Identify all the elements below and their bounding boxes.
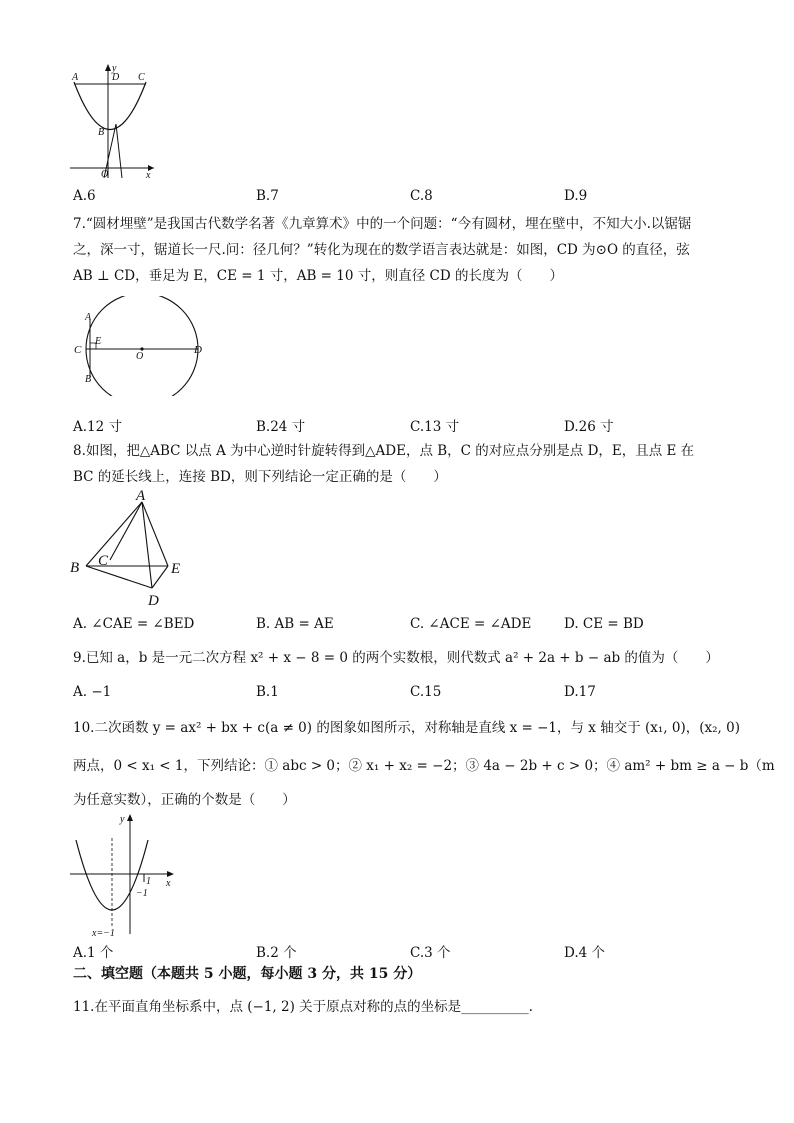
label-b: B bbox=[98, 127, 105, 138]
section-2-title: 二、填空题（本题共 5 小题，每小题 3 分，共 15 分） bbox=[73, 966, 422, 982]
label-y: y bbox=[112, 63, 117, 74]
q7-label-o: O bbox=[136, 351, 144, 362]
q9-option-b: B.1 bbox=[256, 684, 279, 700]
q8-option-d: D. CE = BD bbox=[564, 616, 644, 632]
q10-option-b: B.2 个 bbox=[256, 945, 297, 961]
q10-option-a: A.1 个 bbox=[73, 945, 114, 961]
q7-line-1: 7.“圆材埋壁”是我国古代数学名著《九章算术》中的一个问题：“今有圆材，埋在壁中，不知大小.以锯锯 bbox=[73, 216, 692, 232]
q7-label-e: E bbox=[95, 336, 102, 347]
q7-label-a: A bbox=[85, 312, 92, 323]
q8-label-c: C bbox=[98, 553, 109, 569]
q7-option-b: B.24 寸 bbox=[256, 419, 306, 435]
q8-label-d: D bbox=[148, 593, 159, 609]
q10-line-2: 两点，0 < x₁ < 1，下列结论：① abc > 0；② x₁ + x₂ = −2；③ 4a − 2b + c > 0；④ am² + bm ≥ a − b（m bbox=[73, 758, 775, 774]
q9-option-a: A. −1 bbox=[73, 684, 112, 700]
q9-line: 9.已知 a，b 是一元二次方程 x² + x − 8 = 0 的两个实数根，则代数式 a² + 2a + b − ab 的值为（ ） bbox=[73, 650, 719, 666]
q7-option-a: A.12 寸 bbox=[73, 419, 123, 435]
q8-label-b: B bbox=[70, 560, 80, 576]
q6-option-d: D.9 bbox=[564, 188, 588, 204]
q11-line: 11.在平面直角坐标系中，点 (−1, 2) 关于原点对称的点的坐标是__________. bbox=[73, 999, 533, 1015]
q10-line-3: 为任意实数），正确的个数是（ ） bbox=[73, 792, 296, 808]
q6-option-c: C.8 bbox=[410, 188, 433, 204]
q8-label-e: E bbox=[171, 561, 181, 577]
q6-figure bbox=[70, 62, 160, 180]
label-c: C bbox=[138, 72, 145, 83]
q8-figure bbox=[70, 488, 190, 610]
q7-label-d: D bbox=[194, 344, 202, 356]
q6-option-a: A.6 bbox=[73, 188, 96, 204]
q8-option-a: A. ∠CAE = ∠BED bbox=[73, 616, 195, 632]
q10-label-one: 1 bbox=[146, 876, 151, 887]
label-a: A bbox=[72, 72, 79, 83]
label-o: O bbox=[101, 169, 109, 180]
q6-option-b: B.7 bbox=[256, 188, 279, 204]
rotation-triangle-diagram bbox=[70, 488, 190, 610]
q8-line-1: 8.如图，把△ABC 以点 A 为中心逆时针旋转得到△ADE，点 B，C 的对应点分别是点 D，E，且点 E 在 bbox=[73, 443, 695, 459]
q7-option-c: C.13 寸 bbox=[410, 419, 460, 435]
q7-line-3: AB ⊥ CD，垂足为 E，CE = 1 寸，AB = 10 寸，则直径 CD 的长度为（ ） bbox=[73, 268, 563, 284]
q10-option-d: D.4 个 bbox=[564, 945, 606, 961]
q10-figure bbox=[68, 810, 178, 938]
q10-label-axis: x=−1 bbox=[92, 928, 115, 938]
q8-label-a: A bbox=[136, 488, 146, 504]
q8-line-2: BC 的延长线上，连接 BD，则下列结论一定正确的是（ ） bbox=[73, 469, 447, 485]
q10-option-c: C.3 个 bbox=[410, 945, 451, 961]
q7-label-c: C bbox=[74, 344, 82, 356]
q7-line-2: 之，深一寸，锯道长一尺.问：径几何？”转化为现在的数学语言表达就是：如图，CD 为⊙O 的直径，弦 bbox=[73, 242, 690, 258]
q10-line-1: 10.二次函数 y = ax² + bx + c(a ≠ 0) 的图象如图所示，对称轴是直线 x = −1，与 x 轴交于 (x₁, 0)，(x₂, 0) bbox=[73, 720, 740, 736]
label-d: D bbox=[112, 72, 120, 83]
q7-figure bbox=[70, 296, 210, 396]
label-x: x bbox=[146, 170, 151, 180]
q9-option-d: D.17 bbox=[564, 684, 596, 700]
q8-option-b: B. AB = AE bbox=[256, 616, 334, 632]
quadratic-graph-diagram bbox=[68, 810, 178, 938]
q10-label-x: x bbox=[166, 878, 171, 889]
circle-diagram bbox=[70, 296, 210, 396]
q10-label-neg-one: −1 bbox=[136, 888, 148, 899]
q8-option-c: C. ∠ACE = ∠ADE bbox=[410, 616, 532, 632]
q7-option-d: D.26 寸 bbox=[564, 419, 614, 435]
q7-label-b: B bbox=[85, 374, 92, 385]
parabola-diagram bbox=[70, 62, 160, 180]
q10-label-y: y bbox=[120, 814, 125, 825]
q9-option-c: C.15 bbox=[410, 684, 442, 700]
